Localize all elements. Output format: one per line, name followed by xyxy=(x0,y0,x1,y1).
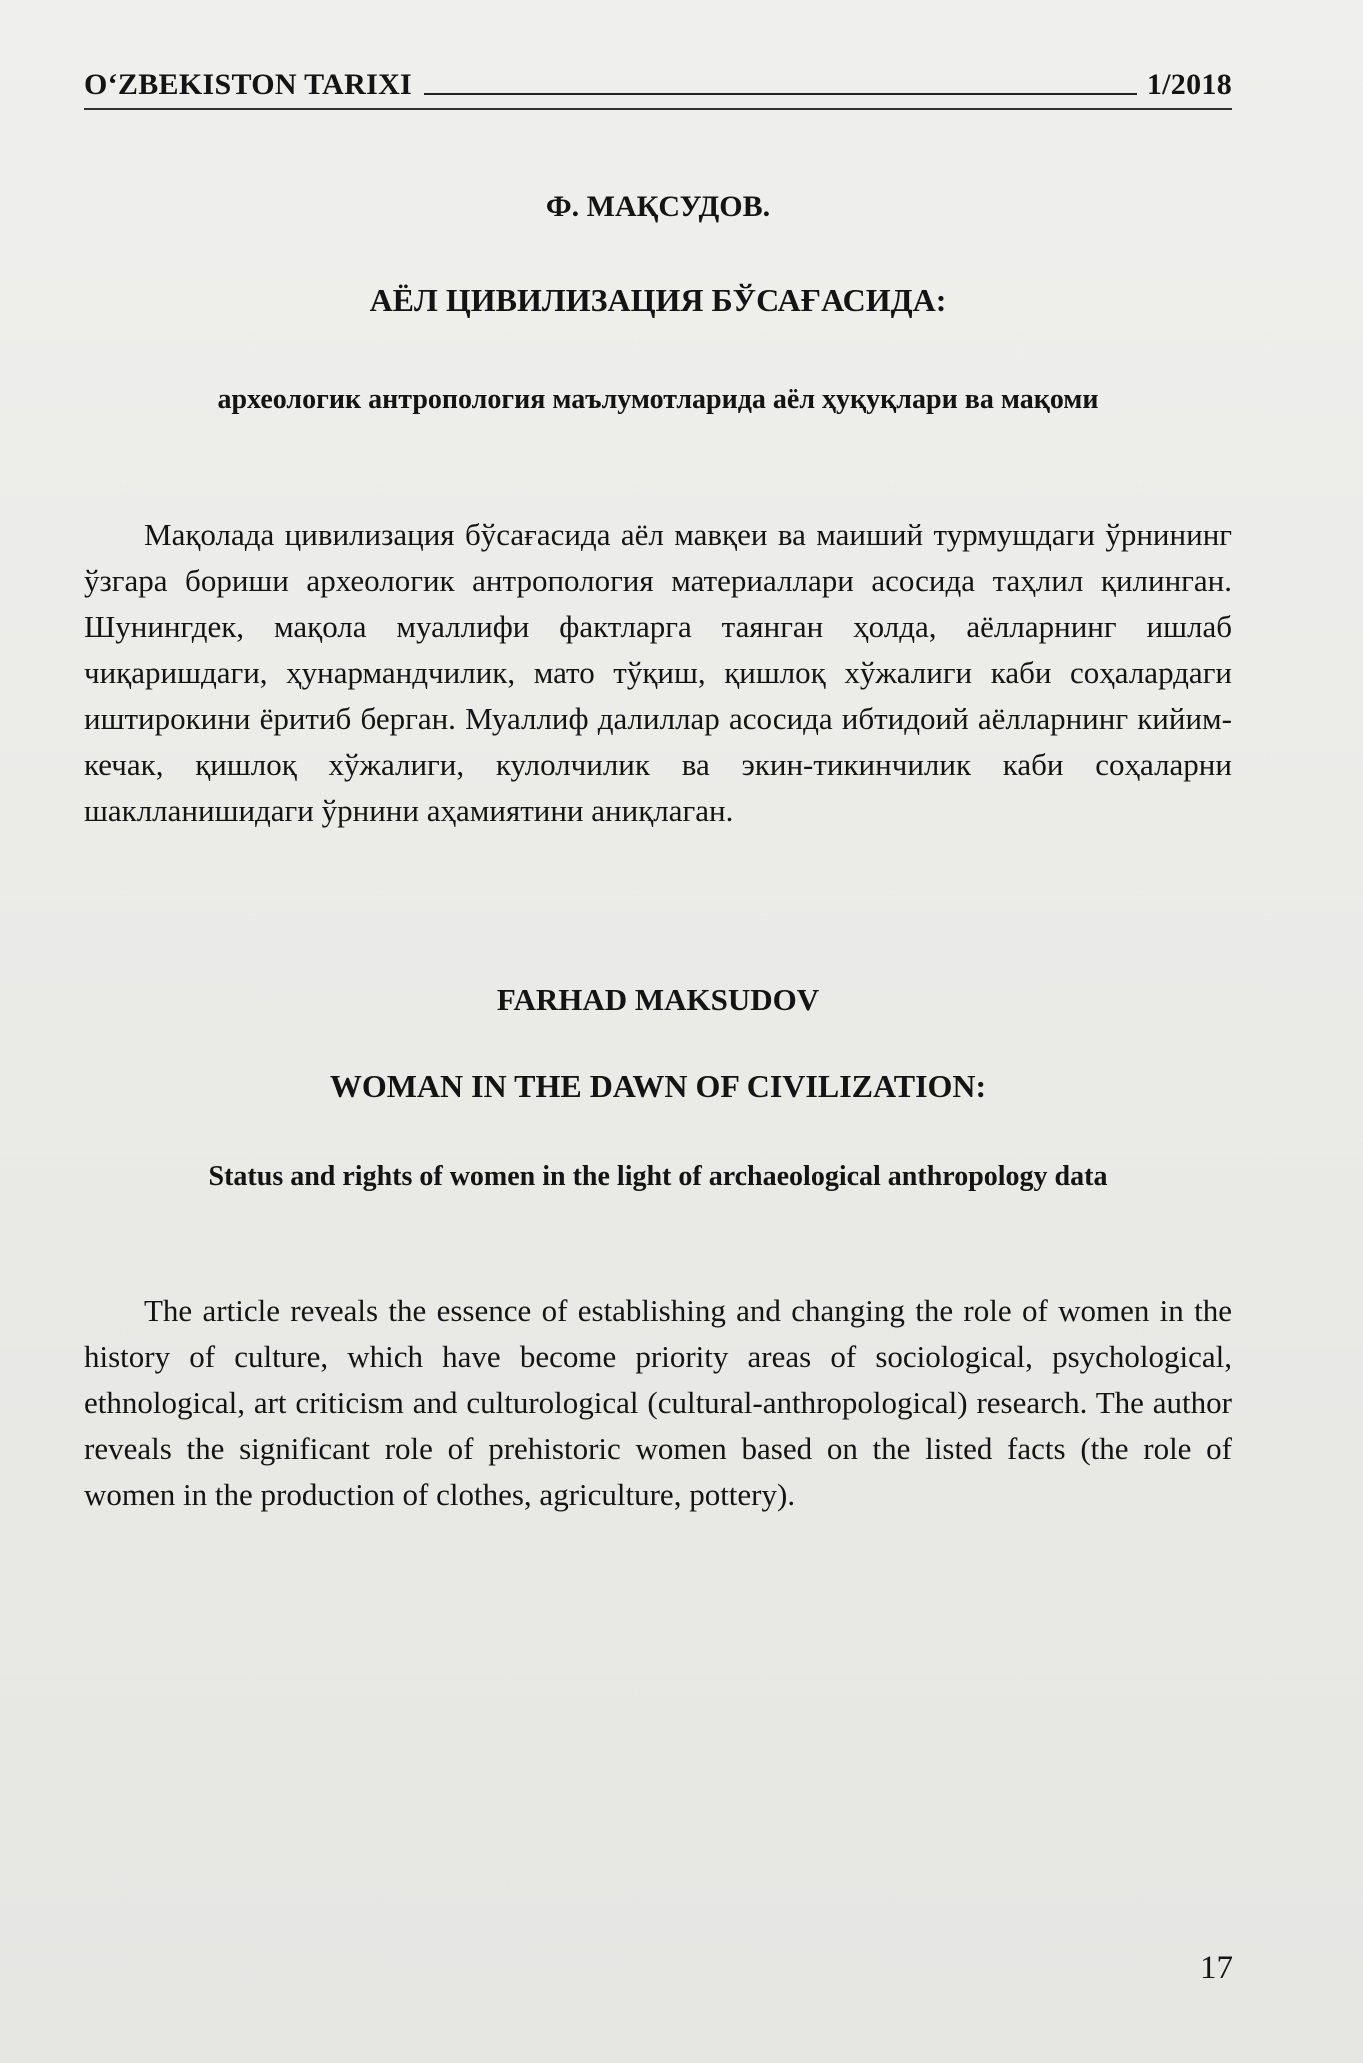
journal-title: O‘ZBEKISTON TARIXI xyxy=(84,68,413,101)
issue-number: 1/2018 xyxy=(1146,68,1232,101)
page-number: 17 xyxy=(1200,1950,1233,1986)
header-rule xyxy=(424,93,1137,95)
author-name-russian: Ф. МАҚСУДОВ. xyxy=(545,190,771,223)
running-header xyxy=(84,56,1232,102)
article-subtitle-russian: археологик антропология маълумотларида аёл ҳуқуқлари ва мақоми xyxy=(217,384,1099,415)
abstract-english: The article reveals the essence of establishing and changing the role of women in the history of culture, which have become priority areas of sociological, psychological, ethnological, art criticism and culturological (cultural-anthropological) research. The author reveals the significant role of prehistoric women based on the listed facts (the role of women in the production of clothes, agriculture, pottery). xyxy=(84,1293,1232,1512)
article-subtitle-english: Status and rights of women in the light of archaeological anthropology data xyxy=(208,1161,1108,1192)
abstract-russian: Мақолада цивилизация бўсағасида аёл мавқеи ва маиший турмушдаги ўрнининг ўзгара бориши археологик антропология материаллари асосида таҳлил қилинган. Шунингдек, мақола муаллифи фактларга таянган ҳолда, аёлларнинг ишлаб чиқаришдаги, ҳунармандчилик, мато тўқиш, қишлоқ хўжалиги каби соҳалардаги иштирокини ёритиб берган. Муаллиф далиллар асосида ибтидоий аёлларнинг кийим-кечак, қишлоқ хўжалиги, кулолчилик ва экин-тикинчилик каби соҳаларни шаклланишидаги ўрнини аҳамиятини аниқлаган. xyxy=(84,517,1232,828)
article-title-english: WOMAN IN THE DAWN OF CIVILIZATION: xyxy=(329,1068,987,1104)
header-divider xyxy=(84,108,1232,110)
author-name-english: FARHAD MAKSUDOV xyxy=(496,982,820,1017)
article-title-russian: АЁЛ ЦИВИЛИЗАЦИЯ БЎСАҒАСИДА: xyxy=(369,282,947,318)
